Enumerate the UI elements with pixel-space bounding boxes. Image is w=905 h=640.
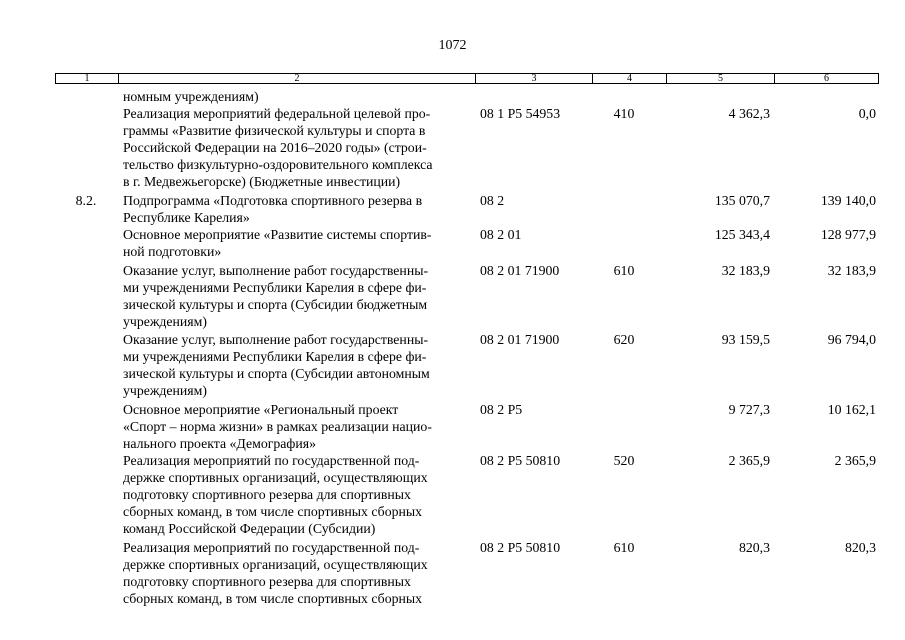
- description-line: Реализация мероприятий федеральной целевой про-: [123, 106, 431, 121]
- budget-code: 08 2 01: [480, 227, 522, 242]
- description-line: держке спортивных организаций, осуществляющих: [123, 557, 428, 572]
- description-line: нального проекта «Демография»: [123, 436, 316, 451]
- header-col-1: 1: [84, 73, 90, 84]
- header-col-6: 6: [824, 73, 829, 84]
- description-line: учреждениям): [123, 383, 207, 398]
- table-row: [0, 401, 905, 452]
- description-line: граммы «Развитие физической культуры и спорта в: [123, 123, 426, 138]
- table-row: [0, 192, 905, 226]
- description-line: Основное мероприятие «Развитие системы спортив-: [123, 227, 432, 242]
- description-line: ной подготовки»: [123, 244, 222, 259]
- row-description: [123, 226, 473, 260]
- description-line: Оказание услуг, выполнение работ государственны-: [123, 332, 429, 347]
- table-row: [0, 452, 905, 537]
- description-line: держке спортивных организаций, осуществляющих: [123, 470, 428, 485]
- budget-code: 08 2: [480, 193, 505, 208]
- description-line: сборных команд, в том числе спортивных сборных: [123, 591, 423, 606]
- expense-type: 610: [613, 540, 635, 555]
- description-line: Российской Федерации на 2016–2020 годы» (строи-: [123, 140, 427, 155]
- row-description: [123, 539, 473, 607]
- row-number: 8.2.: [75, 193, 97, 208]
- amount-col5: 2 365,9: [728, 453, 770, 468]
- description-line: Подпрограмма «Подготовка спортивного резерва в: [123, 193, 423, 208]
- amount-col6: 10 162,1: [827, 402, 876, 417]
- page-number: 1072: [438, 38, 467, 53]
- description-line: тельство физкультурно-оздоровительного комплекса: [123, 157, 433, 172]
- expense-type: 520: [613, 453, 635, 468]
- table-row: [0, 262, 905, 330]
- expense-type: 620: [613, 332, 635, 347]
- amount-col6: 0,0: [858, 106, 876, 121]
- amount-col6: 820,3: [844, 540, 876, 555]
- amount-col6: 2 365,9: [834, 453, 876, 468]
- description-line: сборных команд, в том числе спортивных сборных: [123, 504, 423, 519]
- table-row: [0, 88, 905, 105]
- row-description: [123, 262, 473, 330]
- budget-code: 08 2 01 71900: [480, 263, 560, 278]
- description-line: в г. Медвежьегорске) (Бюджетные инвестиции): [123, 174, 401, 189]
- table-row: [0, 105, 905, 190]
- amount-col6: 139 140,0: [820, 193, 876, 208]
- row-description: [123, 401, 473, 452]
- amount-col6: 32 183,9: [827, 263, 876, 278]
- header-col-4: 4: [627, 73, 632, 84]
- row-description: [123, 88, 473, 105]
- description-line: номным учреждениям): [123, 89, 259, 104]
- budget-code: 08 2 01 71900: [480, 332, 560, 347]
- row-description: [123, 192, 473, 226]
- description-line: учреждениям): [123, 314, 207, 329]
- row-description: [123, 452, 473, 537]
- table-header: [55, 73, 879, 84]
- description-line: подготовку спортивного резерва для спортивных: [123, 487, 411, 502]
- budget-code: 08 2 P5 50810: [480, 453, 561, 468]
- amount-col5: 32 183,9: [721, 263, 770, 278]
- description-line: зической культуры и спорта (Субсидии автономным: [123, 366, 430, 381]
- table-row: [0, 331, 905, 399]
- expense-type: 610: [613, 263, 635, 278]
- description-line: Оказание услуг, выполнение работ государственны-: [123, 263, 429, 278]
- row-description: [123, 331, 473, 399]
- table-row: [0, 226, 905, 260]
- amount-col5: 820,3: [738, 540, 770, 555]
- description-line: подготовку спортивного резерва для спортивных: [123, 574, 411, 589]
- header-col-3: 3: [531, 73, 537, 84]
- amount-col5: 135 070,7: [714, 193, 770, 208]
- budget-code: 08 2 P5: [480, 402, 523, 417]
- description-line: Республике Карелия»: [123, 210, 250, 225]
- description-line: команд Российской Федерации (Субсидии): [123, 521, 376, 536]
- description-line: зической культуры и спорта (Субсидии бюджетным: [123, 297, 428, 312]
- expense-type: 410: [613, 106, 635, 121]
- amount-col6: 128 977,9: [820, 227, 876, 242]
- description-line: ми учреждениями Республики Карелия в сфере фи-: [123, 349, 427, 364]
- budget-code: 08 2 P5 50810: [480, 540, 561, 555]
- amount-col6: 96 794,0: [827, 332, 876, 347]
- header-col-5: 5: [718, 73, 723, 84]
- table-row: [0, 539, 905, 607]
- description-line: Реализация мероприятий по государственной под-: [123, 453, 420, 468]
- header-col-2: 2: [294, 73, 300, 84]
- description-line: Основное мероприятие «Региональный проект: [123, 402, 399, 417]
- amount-col5: 9 727,3: [728, 402, 770, 417]
- amount-col5: 4 362,3: [728, 106, 770, 121]
- budget-code: 08 1 P5 54953: [480, 106, 561, 121]
- amount-col5: 93 159,5: [721, 332, 770, 347]
- description-line: «Спорт – норма жизни» в рамках реализации нацио-: [123, 419, 432, 434]
- description-line: Реализация мероприятий по государственной под-: [123, 540, 420, 555]
- row-description: [123, 105, 473, 190]
- amount-col5: 125 343,4: [714, 227, 770, 242]
- description-line: ми учреждениями Республики Карелия в сфере фи-: [123, 280, 427, 295]
